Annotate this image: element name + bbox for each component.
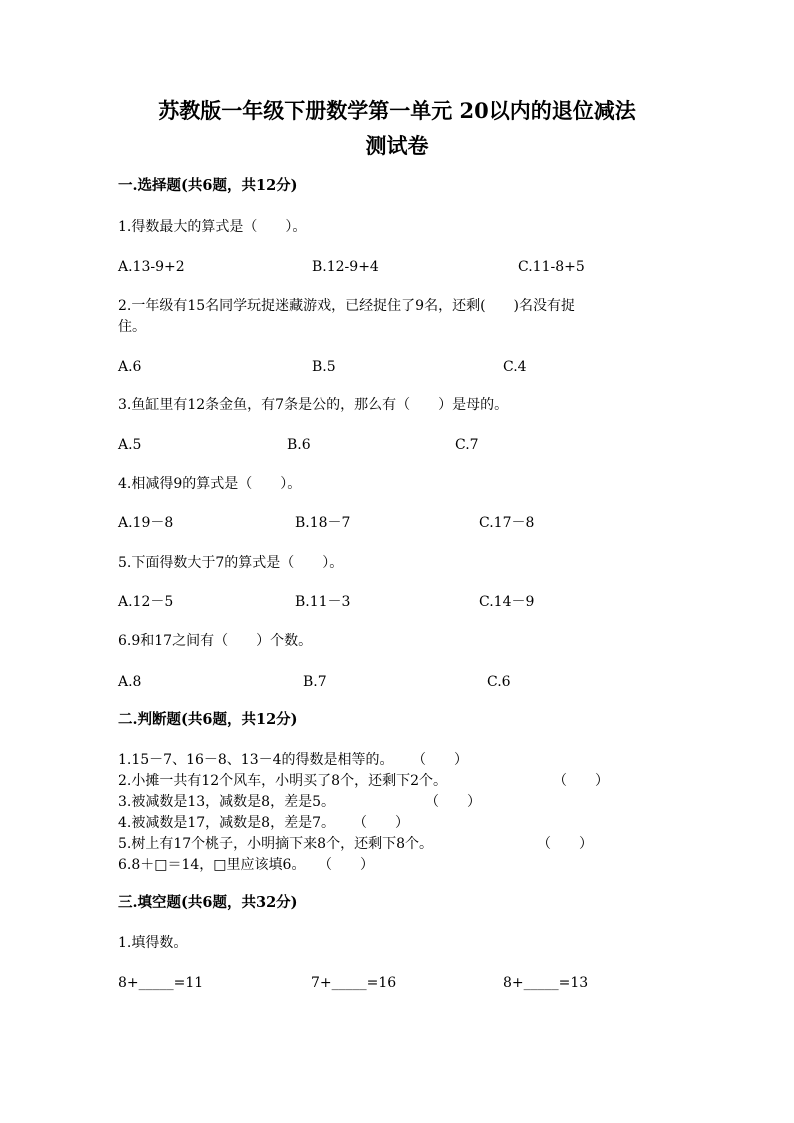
section-heading-true-false: 二.判断题(共6题，共12分) (118, 711, 298, 728)
question-2-stem-cont: 住。 (118, 319, 146, 335)
question-3-option-c: C.7 (455, 437, 479, 453)
question-3-stem: 3.鱼缸里有12条金鱼，有7条是公的，那么有（ ）是母的。 (118, 397, 509, 413)
tf-item-3: 3.被减数是13，减数是8，差是5。 (118, 794, 335, 810)
tf-item-6-paren: （ ） (318, 857, 374, 873)
question-2-stem: 2.一年级有15名同学玩捉迷藏游戏，已经捉住了9名，还剩( )名没有捉 (118, 298, 576, 314)
question-4-option-a: A.19－8 (118, 515, 174, 531)
section-heading-choice: 一.选择题(共6题，共12分) (118, 177, 298, 194)
tf-item-6: 6.8＋□＝14，□里应该填6。 (118, 857, 306, 873)
question-5-option-a: A.12－5 (118, 594, 174, 610)
question-5-option-c: C.14－9 (479, 594, 535, 610)
question-3-option-b: B.6 (287, 437, 311, 453)
question-6-stem: 6.9和17之间有（ ）个数。 (118, 633, 313, 649)
worksheet-title-line2: 测试卷 (365, 133, 429, 158)
tf-item-3-paren: （ ） (425, 794, 481, 810)
question-5-stem: 5.下面得数大于7的算式是（ ）。 (118, 555, 344, 571)
tf-item-1-paren: （ ） (412, 752, 468, 768)
question-2-option-a: A.6 (118, 359, 142, 375)
question-6-option-a: A.8 (118, 674, 142, 690)
question-4-stem: 4.相减得9的算式是（ ）。 (118, 476, 302, 492)
question-1-option-b: B.12-9+4 (312, 259, 379, 275)
tf-item-4-paren: （ ） (353, 815, 409, 831)
fill-blank-2: 7+_____=16 (311, 975, 397, 991)
question-2-option-c: C.4 (503, 359, 527, 375)
question-6-option-b: B.7 (303, 674, 327, 690)
question-6-option-c: C.6 (487, 674, 511, 690)
tf-item-2-paren: （ ） (553, 773, 609, 789)
question-1-option-a: A.13-9+2 (118, 259, 185, 275)
tf-item-2: 2.小摊一共有12个风车，小明买了8个，还剩下2个。 (118, 773, 447, 789)
question-1-option-c: C.11-8+5 (518, 259, 585, 275)
question-3-option-a: A.5 (118, 437, 142, 453)
fill-question-1-stem: 1.填得数。 (118, 935, 188, 951)
tf-item-5-paren: （ ） (537, 836, 593, 852)
question-2-option-b: B.5 (312, 359, 336, 375)
tf-item-4: 4.被减数是17，减数是8，差是7。 (118, 815, 335, 831)
question-4-option-c: C.17－8 (479, 515, 535, 531)
fill-blank-1: 8+_____=11 (118, 975, 204, 991)
tf-item-1: 1.15－7、16－8、13－4的得数是相等的。 (118, 752, 394, 768)
question-5-option-b: B.11－3 (295, 594, 351, 610)
question-1-stem: 1.得数最大的算式是（ ）。 (118, 219, 307, 235)
section-heading-fill-in: 三.填空题(共6题，共32分) (118, 894, 298, 911)
tf-item-5: 5.树上有17个桃子，小明摘下来8个，还剩下8个。 (118, 836, 433, 852)
question-4-option-b: B.18－7 (295, 515, 351, 531)
worksheet-title: 苏教版一年级下册数学第一单元 20以内的退位减法 (158, 98, 636, 123)
fill-blank-3: 8+_____=13 (503, 975, 589, 991)
